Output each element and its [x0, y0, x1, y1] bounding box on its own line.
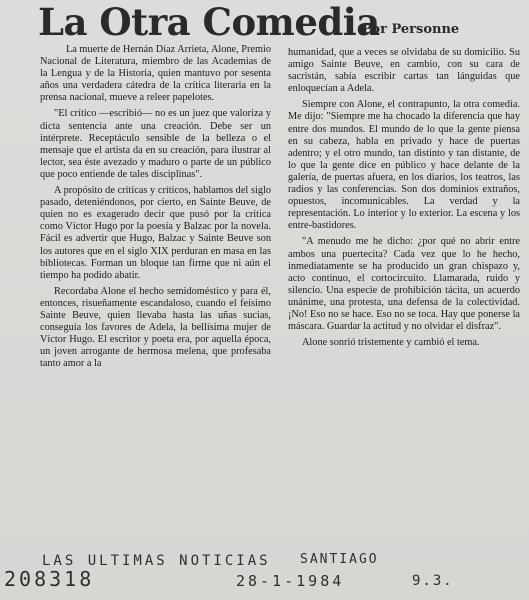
handwritten-record-id: 208318: [4, 567, 95, 591]
paragraph: "A menudo me he dicho: ¿por qué no abrir entre ambos una puertecita? Cada vez que lo he hecho, inmediatamente se ha producido un gran chispazo y, acto continuo, el cortocircuito. Llamarada, ruido y silencio. Una especie de prohibición tácita, un acuerdo unánime, una protesta, una defensa de la colectividad. ¡No! Eso no se hace. Eso no se toca. Hay que ponerse la máscara. Guardar la actitud y no olvidar el disfraz".: [288, 236, 520, 333]
paragraph: Recordaba Alone el hecho semidoméstico y para él, entonces, risueñamente escandaloso, cuando el feísimo Sainte Beuve, quien llevaba hasta las uñas sucias, conseguía los favores de Adela, la bellísima mujer de Víctor Hugo. El escritor y poeta era, por aquella época, un joven arrogante de hermosa melena, que profesaba tanto amor a la: [40, 285, 271, 370]
paragraph: Siempre con Alone, el contrapunto, la otra comedia. Me dijo: "Siempre me ha chocado la diferencia que hay entre dos mundos. El mundo de lo que la gente piensa en su cabeza, habla en privado y hace de puertas adentro; y el otro mundo, tan distinto y tan distante, de lo que la gente dice en público y hace delante de la galería, de puertas afuera, en los diarios, los teatros, las radios y las conferencias. Son dos dominios extraños, opuestos, incomunicables. La verdad y la representación. Lo interior y lo exterior. La escena y los entre-bastidores.: [288, 99, 520, 232]
handwritten-city: SANTIAGO: [300, 552, 379, 567]
handwritten-page: 9.3.: [412, 573, 454, 589]
article-byline: Por Personne: [362, 22, 460, 37]
article-title: La Otra Comedia: [38, 0, 380, 44]
paragraph: A propósito de críticas y críticos, hablamos del siglo pasado, deteniéndonos, por cierto, en Sainte Beuve, de quien no es exagerado decir que pusó por la crítica como Víctor Hugo por la poesía y Balzac por la novela. Fácil es advertir que Hugo, Balzac y Sainte Beuve son los autores que en el siglo XIX perduran en masa en las bibliotecas. Forman un bloque tan firme que ni aún el tiempo ha podido abatir.: [40, 185, 271, 281]
paragraph: "El crítico —escribió— no es un juez que valoriza y dicta sentencia ante una creación. Debe ser un intérprete. Receptáculo sensible de la belleza o el mensaje que el artista da en su creación, para ilustrar al lector, sea éste avezado y maduro o parte de un público que poco entiende de tales disciplinas".: [40, 108, 271, 180]
paragraph: humanidad, que a veces se olvidaba de su domicilio. Su amigo Sainte Beuve, en cambio, con su cara de sacristán, sabía escribir cartas tan lánguidas que enloquecían a Adela.: [288, 47, 520, 95]
handwritten-source: LAS ULTIMAS NOTICIAS: [42, 553, 271, 569]
article-right-column: [288, 47, 520, 353]
handwritten-date: 28-1-1984: [236, 572, 345, 590]
article-left-column: [40, 44, 271, 374]
paragraph: Alone sonrió tristemente y cambió el tema.: [302, 337, 480, 349]
paragraph: La muerte de Hernán Díaz Arrieta, Alone, Premio Nacional de Literatura, miembro de las Academias de la Lengua y de la Historia, quien mantuvo por sesenta años una verdadera cátedra de la crítica literaria en la prensa nacional, mueve a releer papelotes.: [40, 44, 272, 104]
